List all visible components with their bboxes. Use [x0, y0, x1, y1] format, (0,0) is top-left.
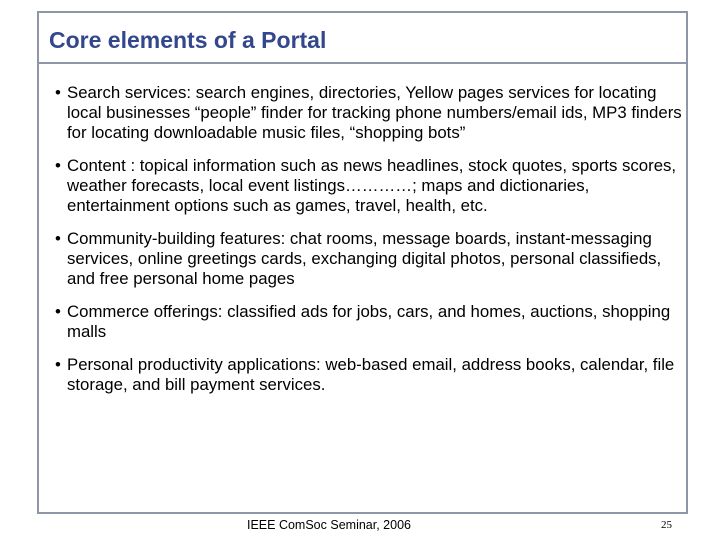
bullet-item-community-building: [55, 229, 685, 289]
title-bar: [39, 13, 686, 64]
bullet-text: Community-building features: chat rooms, message boards, instant-messaging services, online greetings cards, exchanging digital photos, personal classifieds, and free personal home pages: [67, 229, 662, 288]
bullet-list: [55, 83, 685, 408]
bullet-text: Content : topical information such as news headlines, stock quotes, sports scores, weather forecasts, local event listings…………; maps and dictionaries, entertainment options such as games, travel, health, etc.: [67, 156, 677, 215]
bullet-item-personal-productivity: [55, 355, 685, 395]
bullet-item-search-services: [55, 83, 685, 143]
bullet-text: Commerce offerings: classified ads for jobs, cars, and homes, auctions, shopping malls: [67, 302, 671, 341]
slide-title: Core elements of a Portal: [49, 27, 327, 53]
page-number: 25: [661, 519, 672, 531]
bullet-item-content: [55, 156, 685, 216]
footer-text: IEEE ComSoc Seminar, 2006: [247, 518, 411, 532]
bullet-mark: •: [55, 83, 61, 102]
bullet-text: Personal productivity applications: web-based email, address books, calendar, file storage, and bill payment services.: [67, 355, 675, 394]
slide-frame: [37, 11, 688, 514]
bullet-text: Search services: search engines, directories, Yellow pages services for locating local businesses “people” finder for tracking phone numbers/email ids, MP3 finders for locating downloadable music files, “shopping bots”: [67, 83, 682, 142]
bullet-mark: •: [55, 156, 61, 175]
bullet-mark: •: [55, 302, 61, 321]
bullet-mark: •: [55, 355, 61, 374]
bullet-item-commerce-offerings: [55, 302, 685, 342]
bullet-mark: •: [55, 229, 61, 248]
